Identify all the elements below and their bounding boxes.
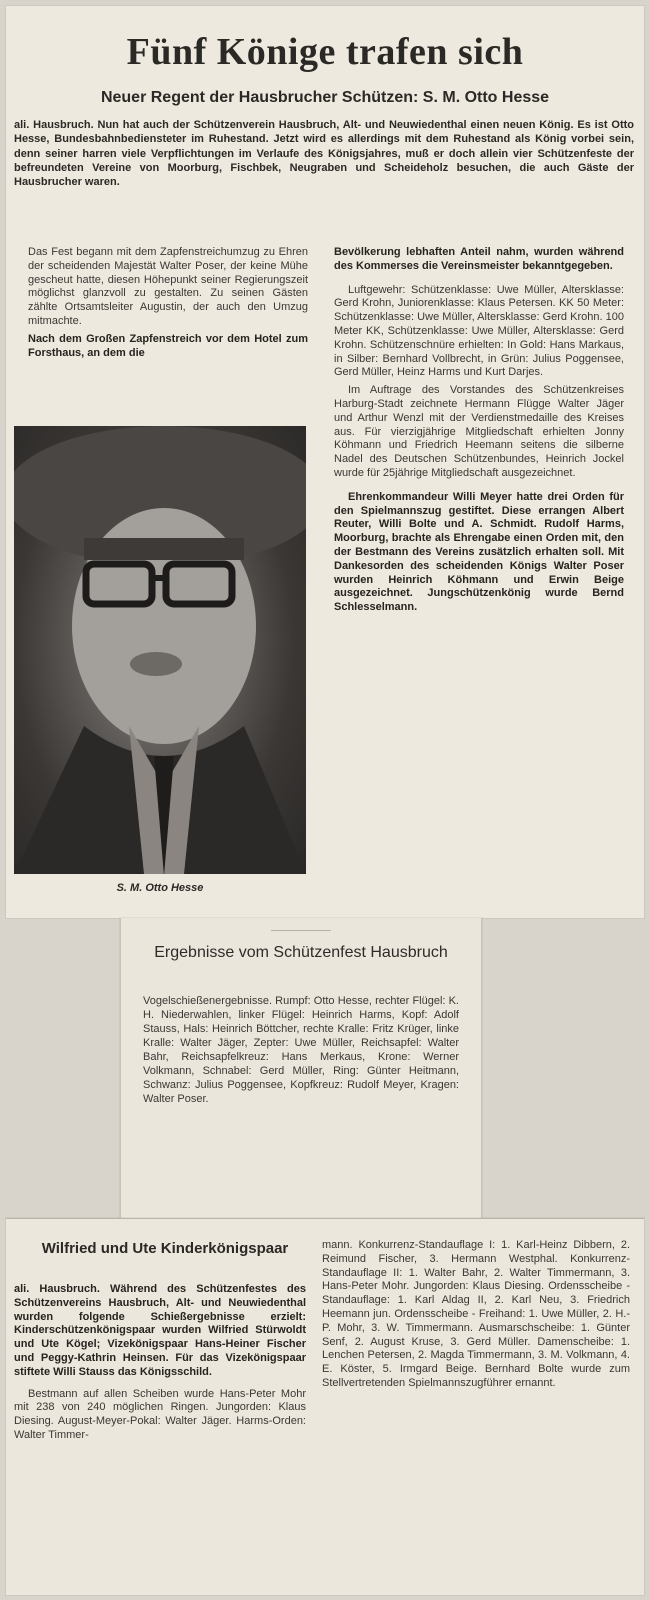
lead-paragraph: ali. Hausbruch. Nun hat auch der Schützenverein Hausbruch, Alt- und Neuwiedenthal einen neuen König. Es ist Otto Hesse, Bundesbahnbediensteter im Ruhestand. Jetzt wird es allerdings mit dem Ruhestand als König vorbei sein, denn seiner harren viele Verpflichtungen im Verlaufe des Königsjahres, muß er doch allein vier Schützenfeste der befreundeten Vereine von Moorburg, Fischbek, Neugraben und Scheideholz besuchen, die auch Gäste der Hausbrucher waren. bbox=[14, 119, 634, 189]
subheadline: Neuer Regent der Hausbrucher Schützen: S. M. Otto Hesse bbox=[100, 89, 550, 106]
results-body: Vogelschießenergebnisse. Rumpf: Otto Hesse, rechter Flügel: K. H. Niederwahlen, linker Flügel: Heinrich Harms, Kopf: Adolf Stauss, Hals: Heinrich Böttcher, rechte Kralle: Fritz Krüger, linke Kralle: Walter Jäger, Zepter: Uwe Müller, Reichsapfel: Walter Bahr, Reichsapfelkreuz: Hans Merkaus, Krone: Werner Volkmann, Schnabel: Gerd Müller, Ring: Günter Heitmann, Schwanz: Julius Poggensee, Kopfkreuz: Rudolf Meyer, Kragen: Walter Poser. bbox=[143, 995, 459, 1105]
right-paragraph-4: Ehrenkommandeur Willi Meyer hatte drei Orden für den Spielmannszug gestiftet. Diese errangen Albert Reuter, Willi Bolte und A. Schmidt. Rudolf Harms, Moorburg, brachte als Ehrengabe einen Orden mit, den der Bestmann des Vereins zusätzlich erhalten soll. Mit Dankesorden des scheidenden Königs Walter Poser wurden Heinrich Köhmann und Erwin Beige ausgezeichnet. Jungschützenkönig wurde Bernd Schlesselmann. bbox=[334, 490, 624, 614]
right-column-text bbox=[334, 246, 624, 619]
right-paragraph-2: Luftgewehr: Schützenklasse: Uwe Müller, Altersklasse: Gerd Krohn, Juniorenklasse: Klaus Petersen. KK 50 Meter: Schützenklasse: Uwe Müller, Altersklasse: Gerd Krohn. 100 Meter KK, Schützenklasse: Uwe Müller, Altersklasse: Gerd Krohn. Schützenschnüre erhielten: In Gold: Hans Markaus, in Silber: Bernhard Vollbrecht, in Grün: Julius Poggensee, Gerd Müller, Heinz Harms und Kurt Darjes. bbox=[334, 283, 624, 379]
headline: Fünf Könige trafen sich bbox=[126, 31, 524, 73]
results-title: Ergebnisse vom Schützenfest Hausbruch bbox=[154, 944, 448, 961]
kinder-title: Wilfried und Ute Kinderkönigspaar bbox=[41, 1240, 289, 1257]
left-column-text bbox=[28, 246, 308, 364]
kinder-left-column bbox=[14, 1283, 306, 1447]
kinder-left-paragraph-2: Bestmann auf allen Scheiben wurde Hans-Peter Mohr mit 238 von 240 möglichen Ringen. Jungorden: Klaus Diesing. August-Meyer-Pokal: Walter Jäger. Harms-Orden: Walter Timmer- bbox=[14, 1387, 306, 1441]
article-clipping-kinderkoenigspaar bbox=[6, 1218, 644, 1595]
title-rule bbox=[271, 930, 331, 931]
kinder-left-paragraph-1: ali. Hausbruch. Während des Schützenfestes des Schützenvereins Hausbruch, Alt- und Neuwiedenthal wurden folgende Schießergebnisse erzielt: Kinderschützenkönigspaar wurden Wilfried Stürwoldt und Ute Kögel; Vizekönigspaar Hans-Heiner Fischer und Peggy-Kathrin Heinsen. Für das Vizekönigspaar stiftete Willi Stauss das Königsschild. bbox=[14, 1283, 306, 1378]
portrait-photo bbox=[14, 426, 306, 874]
photo-caption: S. M. Otto Hesse bbox=[116, 882, 204, 894]
kinder-right-paragraph-1: mann. Konkurrenz-Standauflage I: 1. Karl-Heinz Dibbern, 2. Reimund Fischer, 3. Hermann Westphal. Konkurrenz-Standauflage II: 1. Walter Bahr, 2. Walter Timmermann, 3. Hans-Peter Mohr. Jungorden: Klaus Diesing. Ordensscheibe - Standauflage: 1. Karl Aldag II, 2. Karl Neu, 3. Friedrich Heemann jun. Ordensscheibe - Freihand: 1. Uwe Müller, 2. H.-P. Mohr, 3. W. Timmermann. Ausmarschscheibe: 1. Günter Senf, 2. August Kruse, 3. Gerd Müller. Damenscheibe: 1. Lenchen Petersen, 2. Magda Timmermann, 3. M. Volkmann, 4. E. Köster, 5. Irmgard Beige. Bernhard Bolte wurde zum Stellvertretenden Spielmannszugführer ernannt. bbox=[322, 1239, 630, 1389]
article-clipping-koenige bbox=[6, 6, 644, 918]
left-paragraph-2: Nach dem Großen Zapfenstreich vor dem Hotel zum Forsthaus, an dem die bbox=[28, 332, 308, 359]
left-paragraph-1: Das Fest begann mit dem Zapfenstreichumzug zu Ehren der scheidenden Majestät Walter Poser, der keine Mühe gescheut hatte, diesen Höhepunkt seiner Regierungszeit möglichst glanzvoll zu gestalten. Zu seinen Gästen zählte Ortsamtsleiter Augustin, der auch den Umzug mitmachte. bbox=[28, 246, 308, 327]
article-clipping-ergebnisse bbox=[120, 918, 482, 1218]
kinder-right-column bbox=[322, 1239, 630, 1395]
right-paragraph-1: Bevölkerung lebhaften Anteil nahm, wurden während des Kommerses die Vereinsmeister bekanntgegeben. bbox=[334, 246, 624, 272]
right-paragraph-3: Im Auftrage des Vorstandes des Schützenkreises Harburg-Stadt zeichnete Hermann Flügge Walter Jäger und Arthur Wenzl mit der Verdienstmedaille des Kreises aus. Für vierzigjährige Mitgliedschaft erhielten Jonny Köhmann und Friedrich Heemann seitens die silberne Nadel des Deutschen Schützenbundes, Heinrich Jockel wurde für 25jährige Mitgliedschaft ausgezeichnet. bbox=[334, 384, 624, 479]
portrait-illustration bbox=[14, 426, 306, 874]
